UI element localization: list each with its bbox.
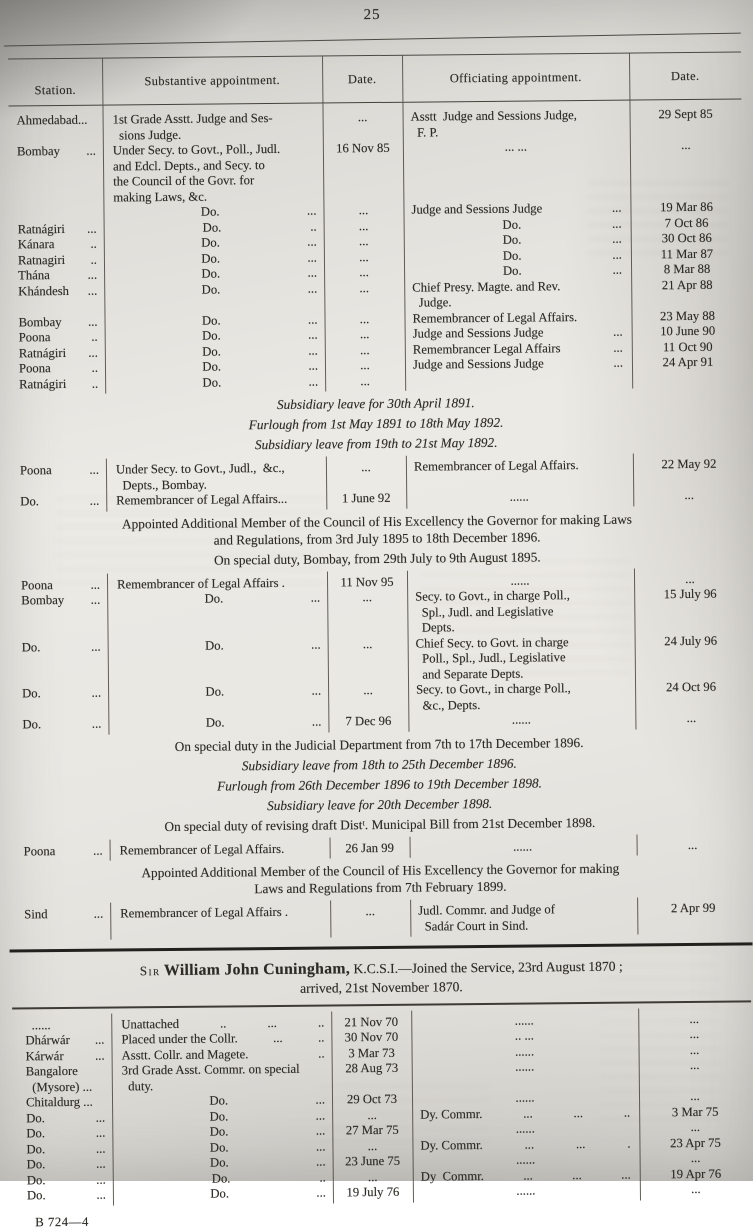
service-note: Appointed Additional Member of the Council of His Excellency the Governor for making Laws and Regulations, from 3rd July 1895 to 18th December 1896. [121,511,633,548]
cell-substantive: Remembrancer of Legal Affairs . [120,905,289,921]
cell-substantive: Do. ... [201,281,318,297]
section-divider-rule [10,943,753,953]
service-note: Subsidiary leave for 20th December 1898. [266,795,493,813]
service-table-2 [17,1007,752,1206]
service-note: Appointed Additional Member of the Council of His Excellency the Governor for making Laws and Regulations from 7th February 1899. [141,860,620,897]
cell-date2: ... [685,571,695,586]
cell-officiating: Do. ... [502,231,622,248]
cell-officiating: Judge and Sessions Judge ... [412,324,623,341]
officer-arrival-info: arrived, 21st November 1870. [300,979,463,996]
cell-station: Ratnagiri .. [17,252,98,268]
cell-station: ...... [25,1017,51,1032]
cell-officiating: Judge and Sessions Judge ... [412,355,624,372]
cell-officiating: Chief Presy. Magte. and Rev. Judge. [412,279,561,310]
cell-officiating: ...... [514,1044,535,1059]
column-separator [322,57,323,103]
cell-date2: ... [681,138,691,153]
table-row [9,138,743,207]
page-number: 25 [363,6,381,24]
cell-date2: 2 Apr 99 [670,901,716,916]
cell-date2: 11 Mar 87 [660,246,714,262]
cell-officiating: Judl. Commr. and Judge of Sadár Court in Sind. [418,902,556,934]
column-header-date-2: Date. [670,68,700,83]
cell-date1: ... [358,203,369,218]
column-separator [330,837,331,859]
cell-date1: ... [358,234,369,249]
cell-date1: ... [362,636,373,651]
service-note: Furlough from 26th December 1896 to 19th December 1898. [216,775,542,794]
cell-date1: ... [365,904,376,919]
cell-date2: 23 Apr 75 [670,1135,721,1150]
cell-date1: 29 Oct 73 [346,1091,398,1107]
cell-station: Do. ... [26,1172,106,1187]
service-table-block-a [8,100,744,395]
cell-station: Do. ... [22,716,102,732]
cell-date2: ... [687,837,698,852]
cell-officiating: .. ... [514,1028,534,1043]
table-row [16,901,749,939]
cell-date2: 29 Sept 85 [658,107,713,122]
cell-date1: ... [362,590,373,605]
cell-date1: 16 Nov 85 [336,141,390,156]
cell-officiating: Remembrancer Legal Affairs ... [412,340,623,357]
cell-date1: 19 July 76 [346,1184,400,1200]
cell-station: Ratnágiri ... [18,345,98,361]
cell-station: Kánara .. [17,236,97,252]
cell-station: Ahmedabad... [16,113,88,128]
cell-date2: ... [689,1011,700,1026]
cell-substantive: Placed under the Collr. ... .. [121,1030,325,1047]
service-notes-a [9,392,743,456]
cell-date1: ... [359,342,370,357]
cell-date2: 30 Oct 86 [661,231,712,246]
cell-officiating: ...... [514,1013,534,1028]
cell-date2: 15 July 96 [663,587,717,602]
table-row [14,633,747,687]
cell-substantive: Do. ... [209,1108,326,1124]
cell-substantive: Remembrancer of Legal Affairs . [116,575,285,592]
service-notes-b [10,509,743,570]
cell-date1: 1 June 92 [341,491,391,506]
cell-date1: 21 Nov 70 [344,1014,399,1029]
cell-date1: 27 Mar 75 [345,1122,399,1138]
cell-date2: 19 Mar 86 [659,200,713,215]
cell-date2: 19 Apr 76 [670,1166,722,1181]
cell-date1: ... [367,1138,378,1153]
cell-date2: ... [684,488,695,503]
cell-substantive: Asstt. Collr. and Magete. .. [121,1046,325,1063]
cell-substantive: Do. ... [204,590,321,606]
table-row [13,587,746,641]
cell-officiating: Remembrancer of Legal Affairs. [412,309,578,326]
cell-date2: 24 Oct 96 [665,680,717,695]
cell-officiating: ...... [513,839,533,854]
cell-substantive: Do. ... [201,234,317,250]
cell-station: Do. ... [26,1187,106,1203]
cell-date1: 28 Aug 73 [345,1060,399,1076]
service-note: On special duty in the Judicial Department from 7th to 17th December 1896. [174,734,584,754]
cell-date1: 30 Nov 70 [344,1029,399,1045]
cell-station: Do. ... [26,1110,106,1125]
cell-officiating: Asstt Judge and Sessions Judge, F. P. [410,108,578,140]
cell-officiating: ...... [516,1152,536,1167]
service-table-block-c [13,567,748,735]
cell-officiating: ...... [511,712,531,728]
cell-date2: 24 Apr 91 [662,355,714,370]
cell-officiating: ...... [515,1059,535,1074]
cell-station: Poona .. [18,329,98,345]
cell-officiating: Dy. Commr. ... ... . [420,1136,631,1153]
service-table-block-d [16,833,749,862]
column-header-officiating-appointment: Officiating appointment. [449,69,582,86]
cell-officiating: ...... [516,1183,536,1198]
service-notes-d [14,859,747,900]
cell-officiating: Secy. to Govt., in charge Poll., &c., Depts. [416,681,571,713]
cell-station: Ratnágiri .. [19,376,99,392]
column-header-station: Station. [34,83,77,98]
cell-date1: ... [360,373,370,388]
column-separator [110,839,111,861]
cell-station: Poona ... [20,577,101,593]
cell-officiating: Do. ... [502,262,623,279]
cell-substantive: 1st Grade Asstt. Judge and Ses- sions Judge. [112,111,273,143]
cell-date1: ... [359,327,370,342]
officer-name: William John Cuningham, [163,960,351,980]
cell-date2: 8 Mar 88 [663,262,711,277]
cell-date1: ... [357,110,368,125]
cell-date1: ... [359,265,369,280]
cell-officiating: Remembrancer of Legal Affairs. [413,458,579,474]
cell-officiating: Judge and Sessions Judge ... [411,200,622,217]
cell-date1: 11 Nov 95 [340,574,394,590]
cell-substantive: Do. ... [202,358,319,374]
cell-date1: ... [359,249,369,264]
column-separator [102,59,103,105]
cell-date2: 3 Mar 75 [671,1104,719,1119]
cell-officiating: Secy. to Govt., in charge Poll., Spl., Judl. and Legislative Depts. [415,588,570,635]
cell-date2: 10 June 90 [660,324,716,339]
cell-substantive: Do. ... [205,714,322,730]
table-row [16,837,749,860]
cell-date2: ... [689,1042,700,1057]
cell-date1: ... [359,311,370,326]
cell-date2: 23 May 88 [659,308,716,324]
service-table-block-b [12,453,745,513]
page-top-rule [4,33,741,47]
cell-station: Do. ... [26,1141,106,1156]
cell-substantive: 3rd Grade Asst. Commr. on special duty. [121,1061,300,1094]
cell-date1: ... [363,683,373,698]
cell-officiating: ...... [510,573,530,588]
cell-substantive: Do. ... [209,1139,326,1155]
cell-substantive: Under Secy. to Govt., Poll., Judl. and Edcl. Depts., and Secy. to the Council of the Govr. for making Laws, &c. [112,142,281,205]
cell-officiating: ...... [515,1090,535,1105]
cell-substantive: Remembrancer of Legal Affairs... [116,492,288,508]
service-note: Furlough from 1st May 1891 to 18th May 1892. [248,415,504,433]
cell-substantive: Do. ... [202,343,318,359]
cell-date1: 26 Jan 99 [345,840,394,856]
cell-station: Bombay ... [16,143,96,159]
officer-service-info: K.C.S.I.—Joined the Service, 23rd August 1870 ; [353,958,623,977]
cell-substantive: Do. ... [201,312,318,328]
cell-station: Bangalore (Mysore) ... [25,1063,93,1094]
cell-substantive: Remembrancer of Legal Affairs. [119,841,285,858]
cell-officiating: Dy Commr. ... ... ... [420,1167,631,1184]
cell-substantive: Do. .. [211,1170,326,1186]
cell-station: Poona ... [23,843,103,859]
cell-date1: 3 Mar 73 [348,1045,395,1060]
cell-substantive: Do. ... [204,637,321,653]
cell-date2: 21 Apr 88 [661,277,713,293]
cell-date2: ... [690,1120,701,1135]
cell-station: Bombay ... [18,314,98,330]
cell-substantive: Do. ... [202,327,318,343]
cell-date2: ... [691,1182,701,1197]
column-header-substantive-appointment: Substantive appointment. [144,72,281,89]
cell-officiating: Do. ... [502,247,622,263]
cell-date1: 23 June 75 [345,1153,401,1169]
service-notes-c [13,732,747,836]
cell-station: Dhárwár ... [25,1032,105,1048]
cell-station: Bombay ... [21,592,101,608]
cell-date2: ... [686,711,697,726]
service-note: Subsidiary leave for 30th April 1891. [276,395,475,413]
cell-substantive: Do. ... [201,250,317,266]
cell-date1: ... [361,460,371,475]
column-separator [636,834,637,856]
column-separator [409,836,410,858]
column-separator [402,56,403,102]
column-separator [629,54,630,100]
cell-date1: ... [359,280,370,295]
cell-substantive: Do. ... [201,265,318,281]
cell-station: Do. ... [21,639,101,655]
cell-substantive: Do. ... [210,1185,326,1201]
cell-substantive: Do. ... [209,1092,326,1108]
cell-substantive: Unattached .. ... .. [121,1015,325,1032]
cell-date1: 7 Dec 96 [345,714,392,729]
cell-substantive: Do. ... [205,683,322,699]
cell-substantive: Do. ... [202,374,319,390]
cell-station: Chitaldurg ... [25,1094,93,1110]
cell-station [9,206,103,207]
service-note: On special duty of revising draft Distᵗ. Municipal Bill from 21st December 1898. [164,814,596,834]
service-table-block-e [16,897,749,941]
cell-officiating: ...... [515,1121,535,1136]
service-note: Subsidiary leave from 19th to 21st May 1892. [254,435,498,453]
table-header-row [8,52,741,107]
cell-date2: 24 July 96 [664,633,718,649]
cell-station: Kárwár ... [25,1048,105,1063]
cell-officiating: Do. ... [502,216,622,232]
cell-date2: 11 Oct 90 [662,339,713,355]
plate-number: B 724—4 [35,1214,89,1229]
cell-date1: ... [367,1107,377,1122]
cell-station: Poona .. [18,360,99,376]
cell-station: Khándesh ... [18,283,98,299]
cell-officiating: Chief Secy. to Govt. in charge Poll., Spl., Judl., Legislative and Separate Depts. [415,634,569,682]
cell-station: Thána ... [18,267,98,283]
cell-station: Sind ... [24,906,104,922]
cell-station: Do. ... [26,1156,106,1172]
cell-substantive: Do. ... [209,1123,326,1139]
cell-date1: ... [358,218,369,233]
service-note: Subsidiary leave from 18th to 25th December 1896. [241,755,517,774]
cell-date2: 7 Oct 86 [664,215,709,231]
cell-station: Poona ... [19,462,100,478]
cell-date2: ... [689,1027,700,1042]
cell-officiating: ...... [509,489,529,505]
cell-substantive: Do. ... [209,1154,326,1170]
cell-station: Do. ... [26,1125,106,1141]
cell-station: Do. ... [20,493,100,509]
cell-date1: ... [360,358,370,373]
cell-date2: ... [690,1151,701,1166]
cell-officiating: ... ... [504,139,528,155]
officer-title: Sir [139,963,161,979]
cell-date1: ... [367,1169,378,1184]
cell-officiating: Dy. Commr. ... ... .. [420,1105,631,1122]
cell-substantive: Do. .. [202,219,317,235]
cell-substantive: Under Secy. to Govt., Judl., &c., Depts., Bombay. [115,461,285,493]
officer-heading [5,955,753,1000]
cell-substantive: Do. ... [200,203,317,219]
column-header-date-1: Date. [347,71,377,87]
service-note: On special duty, Bombay, from 29th July to 9th August 1895. [213,549,541,568]
cell-station: Do. ... [22,685,102,701]
cell-date2: ... [690,1089,700,1104]
cell-station: Ratnágiri ... [17,221,97,237]
cell-date2: 22 May 92 [661,457,717,472]
cell-date2: ... [689,1058,700,1073]
